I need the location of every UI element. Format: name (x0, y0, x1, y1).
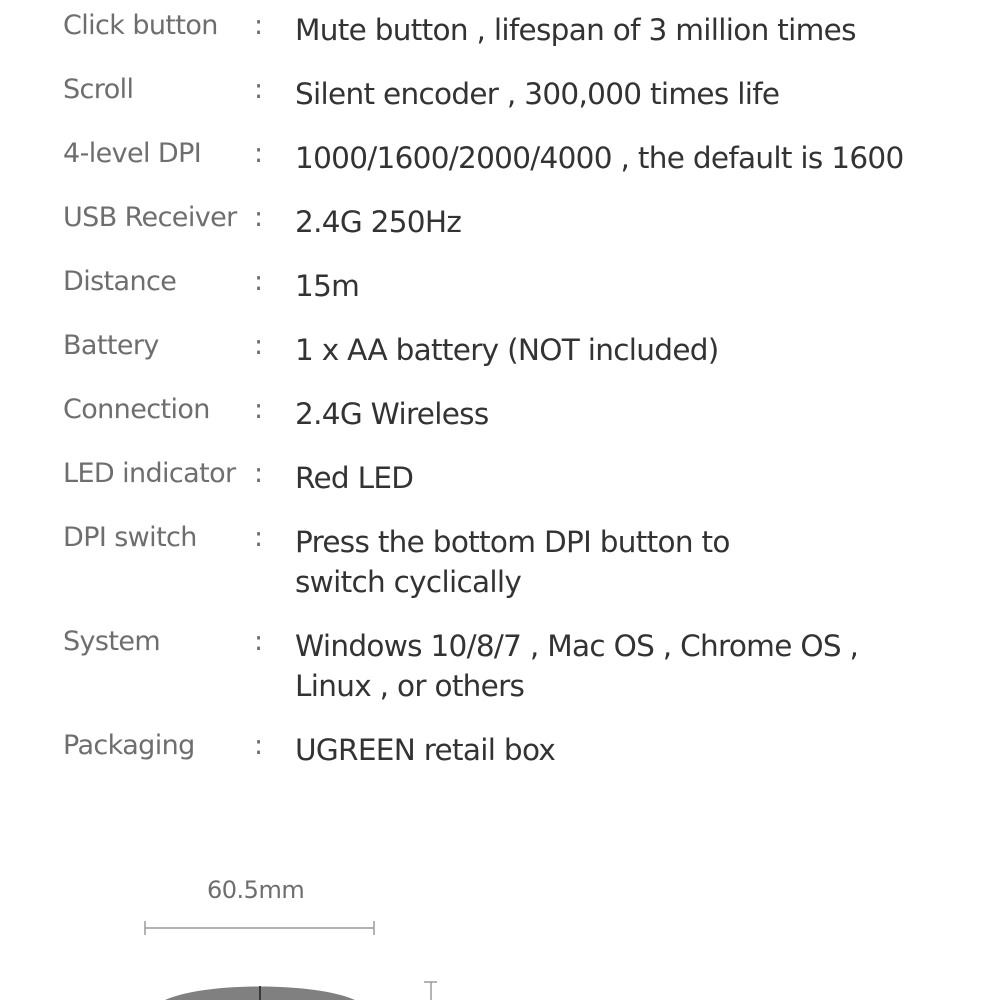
spec-label: Distance (63, 266, 177, 297)
spec-value-line: Press the bottom DPI button to (295, 525, 730, 559)
height-dimension-line (424, 982, 437, 1000)
spec-separator: : (254, 266, 264, 297)
spec-value-line: 2.4G Wireless (295, 397, 489, 431)
spec-value-line: Silent encoder , 300,000 times life (295, 77, 780, 111)
spec-value (295, 74, 779, 114)
spec-value-line: Red LED (295, 461, 414, 495)
spec-value (295, 266, 359, 306)
spec-separator: : (254, 394, 264, 425)
spec-value (295, 522, 730, 602)
spec-separator: : (254, 74, 264, 105)
spec-separator: : (254, 730, 264, 761)
spec-value (295, 330, 719, 370)
spec-label: Click button (63, 10, 218, 41)
spec-value-line: UGREEN retail box (295, 733, 556, 767)
spec-label: 4-level DPI (63, 138, 202, 169)
spec-separator: : (254, 626, 264, 657)
spec-label: System (63, 626, 161, 657)
spec-separator: : (254, 138, 264, 169)
spec-separator: : (254, 458, 264, 489)
spec-label: Packaging (63, 730, 195, 761)
spec-value-line: switch cyclically (295, 565, 522, 599)
spec-value (295, 626, 858, 706)
spec-separator: : (254, 522, 264, 553)
spec-label: DPI switch (63, 522, 197, 553)
spec-value-line: 1 x AA battery (NOT included) (295, 333, 719, 367)
width-dimension-line (145, 921, 374, 935)
spec-value-line: 15m (295, 269, 360, 303)
spec-value-line: Windows 10/8/7 , Mac OS , Chrome OS , (295, 629, 859, 663)
mouse-dimension-diagram (0, 900, 1000, 1000)
spec-value (295, 394, 488, 434)
spec-label: Scroll (63, 74, 134, 105)
spec-value (295, 138, 904, 178)
spec-label: Battery (63, 330, 159, 361)
spec-value-line: 2.4G 250Hz (295, 205, 462, 239)
spec-value (295, 10, 856, 50)
spec-separator: : (254, 10, 264, 41)
width-dimension-label: 60.5mm (207, 876, 305, 904)
spec-label: Connection (63, 394, 210, 425)
spec-separator: : (254, 202, 264, 233)
spec-label: USB Receiver (63, 202, 237, 233)
spec-value (295, 730, 555, 770)
spec-value-line: Linux , or others (295, 669, 525, 703)
spec-separator: : (254, 330, 264, 361)
spec-value (295, 202, 461, 242)
spec-label: LED indicator (63, 458, 236, 489)
spec-value-line: Mute button , lifespan of 3 million times (295, 13, 856, 47)
spec-value (295, 458, 413, 498)
spec-value-line: 1000/1600/2000/4000 , the default is 1600 (295, 141, 904, 175)
